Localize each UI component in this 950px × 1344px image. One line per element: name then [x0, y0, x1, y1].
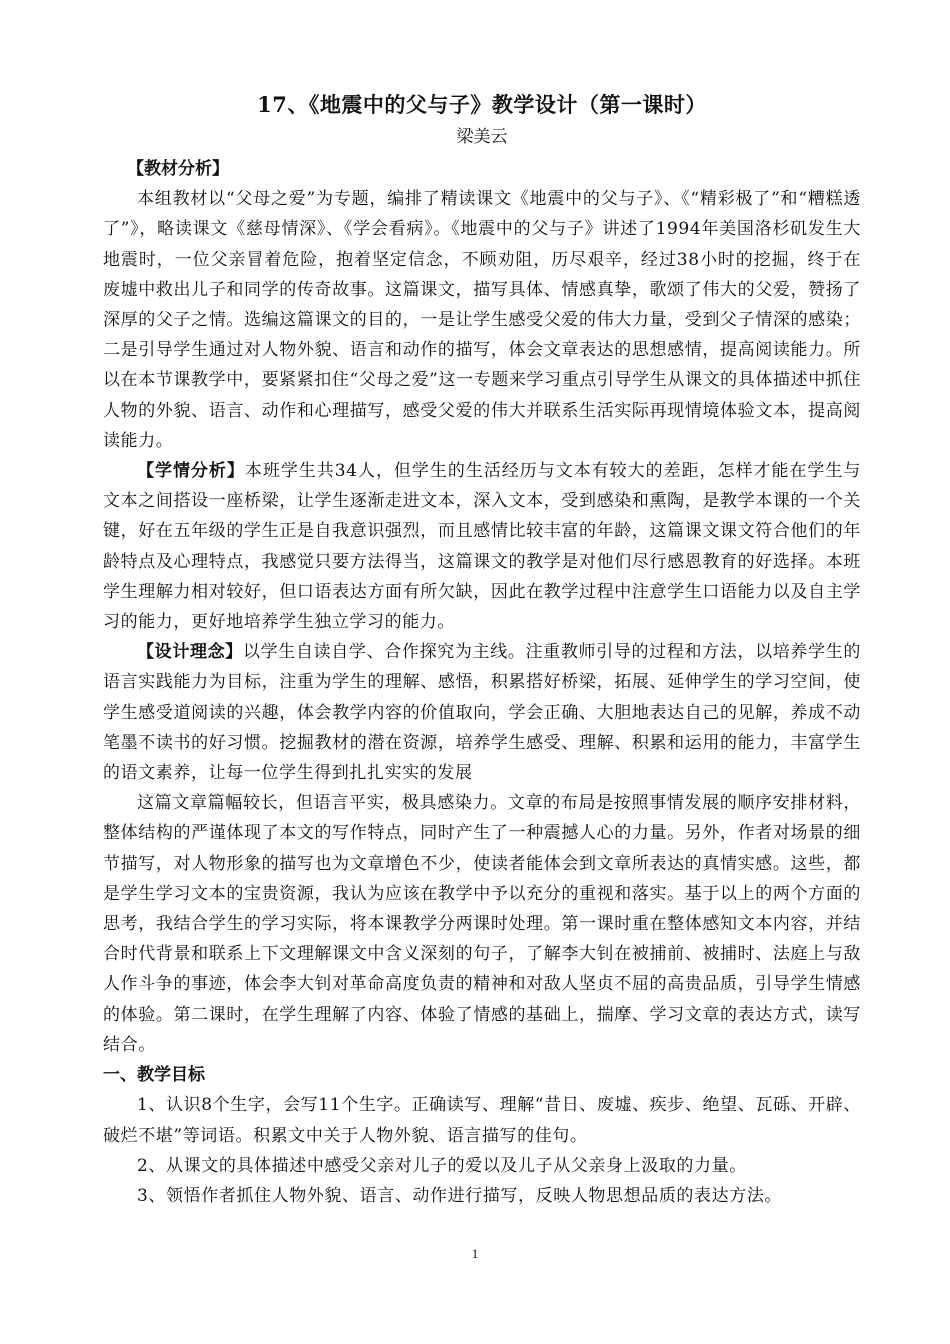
objectives-heading: 一、教学目标	[103, 1065, 205, 1086]
document-page	[103, 88, 861, 1211]
textbook-analysis-paragraph: 本组教材以“父母之爱”为专题，编排了精读课文《地震中的父与子》、《“精彩极了”和“糟糕透了”》，略读课文《慈母情深》、《学会看病》。《地震中的父与子》讲述了1994年美国洛杉矶发生大地震时，一位父亲冒着危险，抱着坚定信念，不顾劝阻，历尽艰辛，经过38小时的挖掘，终于在废墟中救出儿子和同学的传奇故事。这篇课文，描写具体、情感真挚，歌颂了伟大的父爱，赞扬了深厚的父子之情。选编这篇课文的目的，一是让学生感受父爱的伟大力量，受到父子情深的感染；二是引导学生通过对人物外貌、语言和动作的描写，体会文章表达的思想感情，提高阅读能力。所以在本节课教学中，要紧紧扣住“父母之爱”这一专题来学习重点引导学生从课文的具体描述中抓住人物的外貌、语言、动作和心理描写，感受父爱的伟大并联系生活实际再现情境体验文本，提高阅读能力。	[103, 189, 861, 451]
objective-item-3: 3、领悟作者抓住人物外貌、语言、动作进行描写，反映人物思想品质的表达方法。	[137, 1185, 783, 1206]
document-author: 梁美云	[456, 127, 508, 147]
design-concept-paragraph	[103, 637, 861, 788]
article-note-paragraph: 这篇文章篇幅较长，但语言平实，极具感染力。文章的布局是按照事情发展的顺序安排材料，整体结构的严谨体现了本文的写作特点，同时产生了一种震撼人心的力量。另外，作者对场景的细节描写，对人物形象的描写也为文章增色不少，使读者能体会到文章所表达的真情实感。这些，都是学生学习文本的宝贵资源，我认为应该在教学中予以充分的重视和落实。基于以上的两个方面的思考，我结合学生的学习实际，将本课教学分两课时处理。第一课时重在整体感知文本内容，并结合时代背景和联系上下文理解课文中含义深刻的句子，了解李大钊在被捕前、被捕时、法庭上与敌人作斗争的事迹，体会李大钊对革命高度负责的精神和对敌人坚贞不屈的高贵品质，引导学生情感的体验。第二课时，在学生理解了内容、体验了情感的基础上，揣摩、学习文章的表达方式，读写结合。	[103, 793, 861, 1055]
learner-analysis-heading: 【学情分析】	[137, 461, 245, 482]
learner-analysis-paragraph	[103, 456, 861, 637]
objective-item-1: 1、认识8个生字，会写11个生字。正确读写、理解“昔日、废墟、疾步、绝望、瓦砾、开辟、破烂不堪”等词语。积累文中关于人物外貌、语言描写的佳句。	[103, 1095, 861, 1146]
document-title: 17、《地震中的父与子》教学设计（第一课时）	[257, 92, 707, 117]
objective-item-2: 2、从课文的具体描述中感受父亲对儿子的爱以及儿子从父亲身上汲取的力量。	[137, 1155, 747, 1176]
learner-analysis-body: 本班学生共34人，但学生的生活经历与文本有较大的差距，怎样才能在学生与文本之间搭设一座桥梁，让学生逐渐走进文本，深入文本，受到感染和熏陶，是教学本课的一个关键，好在五年级的学生正是自我意识强烈，而且感情比较丰富的年龄，这篇课文课文符合他们的年龄特点及心理特点，我感觉只要方法得当，这篇课文的教学是对他们尽行感恩教育的好选择。本班学生理解力相对较好，但口语表达方面有所欠缺，因此在教学过程中注意学生口语能力以及自主学习的能力，更好地培养学生独立学习的能力。	[103, 461, 861, 633]
design-concept-heading: 【设计理念】	[137, 642, 243, 663]
page-number: 1	[471, 1246, 479, 1261]
textbook-analysis-heading: 【教材分析】	[127, 159, 229, 179]
design-concept-body: 以学生自读自学、合作探究为主线。注重教师引导的过程和方法，以培养学生的语言实践能力为目标，注重为学生的理解、感悟，积累搭好桥梁，拓展、延伸学生的学习空间，使学生感受道阅读的兴趣，体会教学内容的价值取向，学会正确、大胆地表达自己的见解，养成不动笔墨不读书的好习惯。挖掘教材的潜在资源，培养学生感受、理解、积累和运用的能力，丰富学生的语文素养，让每一位学生得到扎扎实实的发展	[103, 642, 861, 784]
